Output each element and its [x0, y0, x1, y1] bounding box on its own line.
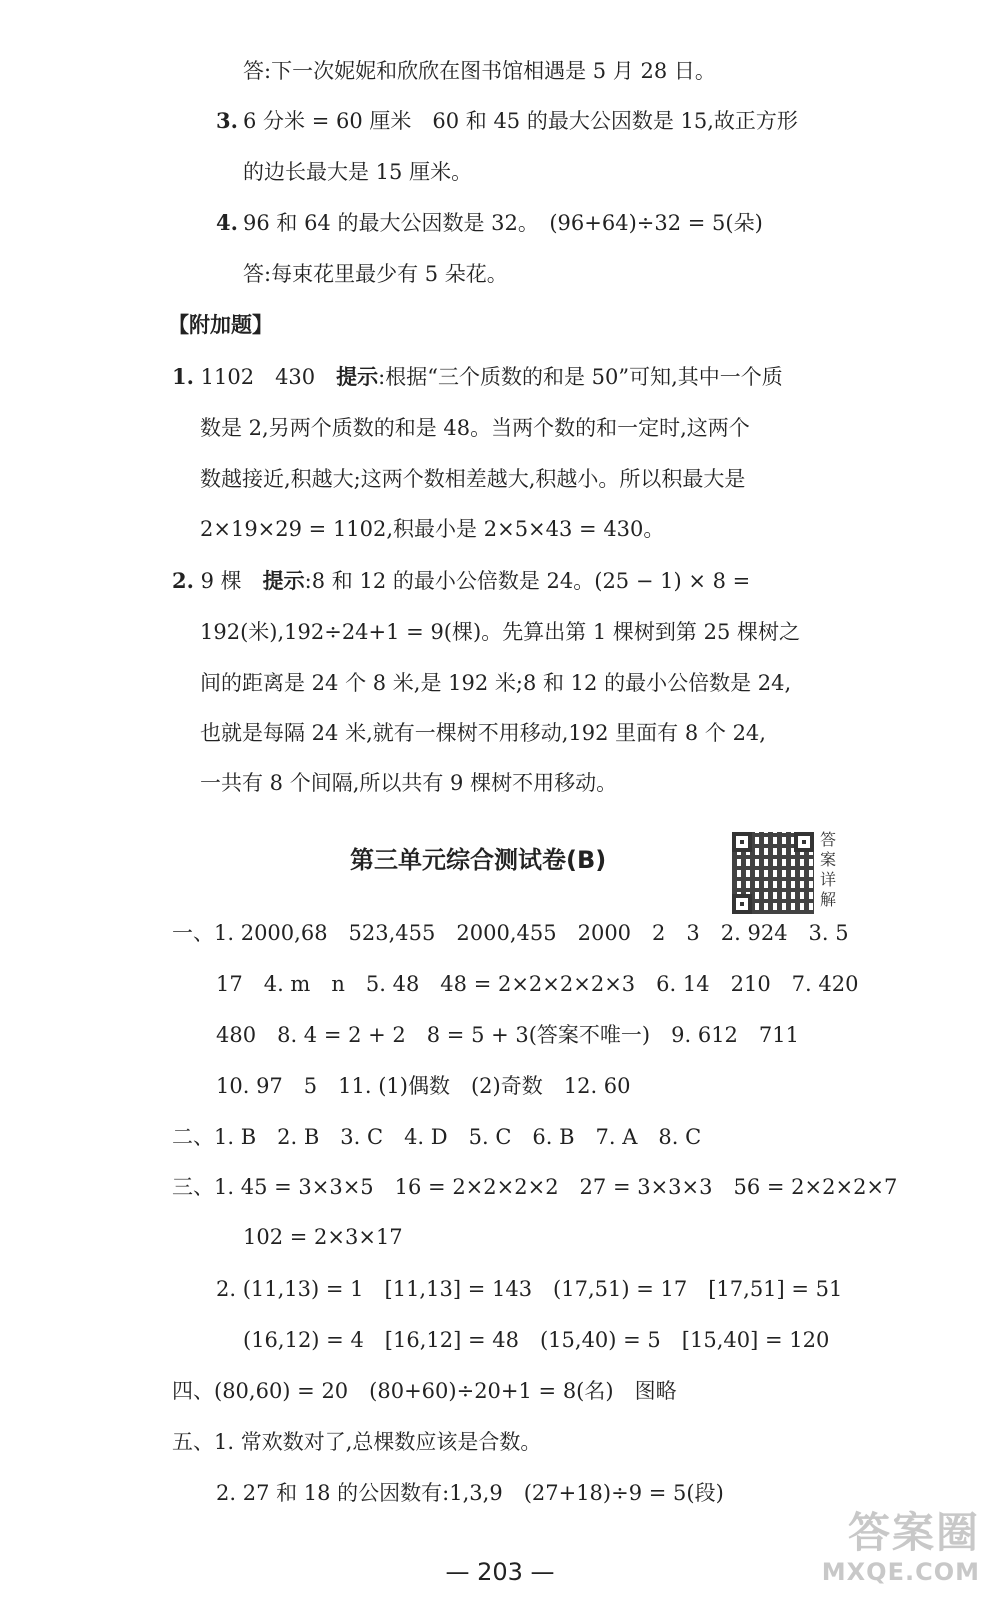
extra-1-line-1 — [172, 362, 783, 392]
part-1-line-3: 480 8. 4 = 2 + 2 8 = 5 + 3(答案不唯一) 9. 612 711 — [216, 1023, 800, 1047]
answer-line-library: 答:下一次妮妮和欣欣在图书馆相遇是 5 月 28 日。 — [243, 59, 716, 83]
question-3-line-1: 6 分米 = 60 厘米 60 和 45 的最大公因数是 15,故正方形 — [243, 109, 798, 133]
watermark — [822, 1508, 980, 1586]
extra-1-line-3: 数越接近,积越大;这两个数相差越大,积越小。所以积最大是 — [200, 467, 746, 491]
question-4-line-1: 96 和 64 的最大公因数是 32。 (96+64)÷32 = 5(朵) — [243, 211, 763, 235]
extra-2-hint-label: 提示 — [262, 568, 305, 593]
extra-1-line-2: 数是 2,另两个质数的和是 48。当两个数的和一定时,这两个 — [200, 416, 750, 440]
question-3-line-2: 的边长最大是 15 厘米。 — [243, 160, 473, 184]
extra-questions-heading: 【附加题】 — [168, 312, 273, 337]
section-title: 第三单元综合测试卷(B) — [350, 846, 607, 874]
part-5-line-2: 2. 27 和 18 的公因数有:1,3,9 (27+18)÷9 = 5(段) — [216, 1481, 724, 1505]
extra-2-line-5: 一共有 8 个间隔,所以共有 9 棵树不用移动。 — [200, 771, 618, 795]
extra-2-line-1 — [172, 566, 750, 596]
part-1-line-1: 一、1. 2000,68 523,455 2000,455 2000 2 3 2. 924 3. 5 — [172, 921, 849, 945]
watermark-bottom: MXQE.COM — [821, 1558, 980, 1586]
part-3-line-4: (16,12) = 4 [16,12] = 48 (15,40) = 5 [15,40] = 120 — [243, 1328, 830, 1352]
extra-1-hint-label: 提示 — [336, 364, 379, 389]
page-number: — 203 — — [445, 1558, 555, 1586]
extra-2-line-4: 也就是每隔 24 米,就有一棵树不用移动,192 里面有 8 个 24, — [200, 721, 766, 745]
part-4-line: 四、(80,60) = 20 (80+60)÷20+1 = 8(名) 图略 — [172, 1379, 677, 1403]
qr-label: 答案详解 — [820, 830, 837, 909]
part-5-line-1: 五、1. 常欢数对了,总棵数应该是合数。 — [172, 1430, 542, 1454]
part-2-line: 二、1. B 2. B 3. C 4. D 5. C 6. B 7. A 8. C — [172, 1125, 702, 1149]
extra-1-number: 1. — [172, 364, 194, 389]
extra-2-answer: 9 棵 — [200, 569, 242, 593]
extra-2-hint-text: :8 和 12 的最小公倍数是 24。(25 − 1) × 8 = — [304, 569, 751, 593]
part-3-line-3: 2. (11,13) = 1 [11,13] = 143 (17,51) = 17 [17,51] = 51 — [216, 1277, 843, 1301]
watermark-top: 答案圈 — [847, 1508, 980, 1557]
extra-1-hint-text: :根据“三个质数的和是 50”可知,其中一个质 — [378, 365, 783, 389]
extra-2-line-2: 192(米),192÷24+1 = 9(棵)。先算出第 1 棵树到第 25 棵树之 — [200, 620, 800, 644]
question-4-line-2: 答:每束花里最少有 5 朵花。 — [243, 262, 508, 286]
part-1-line-2: 17 4. m n 5. 48 48 = 2×2×2×2×3 6. 14 210 7. 420 — [216, 972, 859, 996]
extra-1-line-4: 2×19×29 = 1102,积最小是 2×5×43 = 430。 — [200, 517, 665, 541]
part-3-line-1: 三、1. 45 = 3×3×5 16 = 2×2×2×2 27 = 3×3×3 56 = 2×2×2×7 — [172, 1175, 898, 1199]
extra-1-answer: 1102 430 — [200, 365, 316, 389]
part-1-line-4: 10. 97 5 11. (1)偶数 (2)奇数 12. 60 — [216, 1074, 631, 1098]
question-3-number: 3. — [216, 108, 238, 133]
extra-2-number: 2. — [172, 568, 194, 593]
question-4-number: 4. — [216, 210, 238, 235]
part-3-line-2: 102 = 2×3×17 — [243, 1225, 403, 1249]
qr-code-icon[interactable] — [732, 832, 814, 914]
extra-2-line-3: 间的距离是 24 个 8 米,是 192 米;8 和 12 的最小公倍数是 24, — [200, 671, 792, 695]
